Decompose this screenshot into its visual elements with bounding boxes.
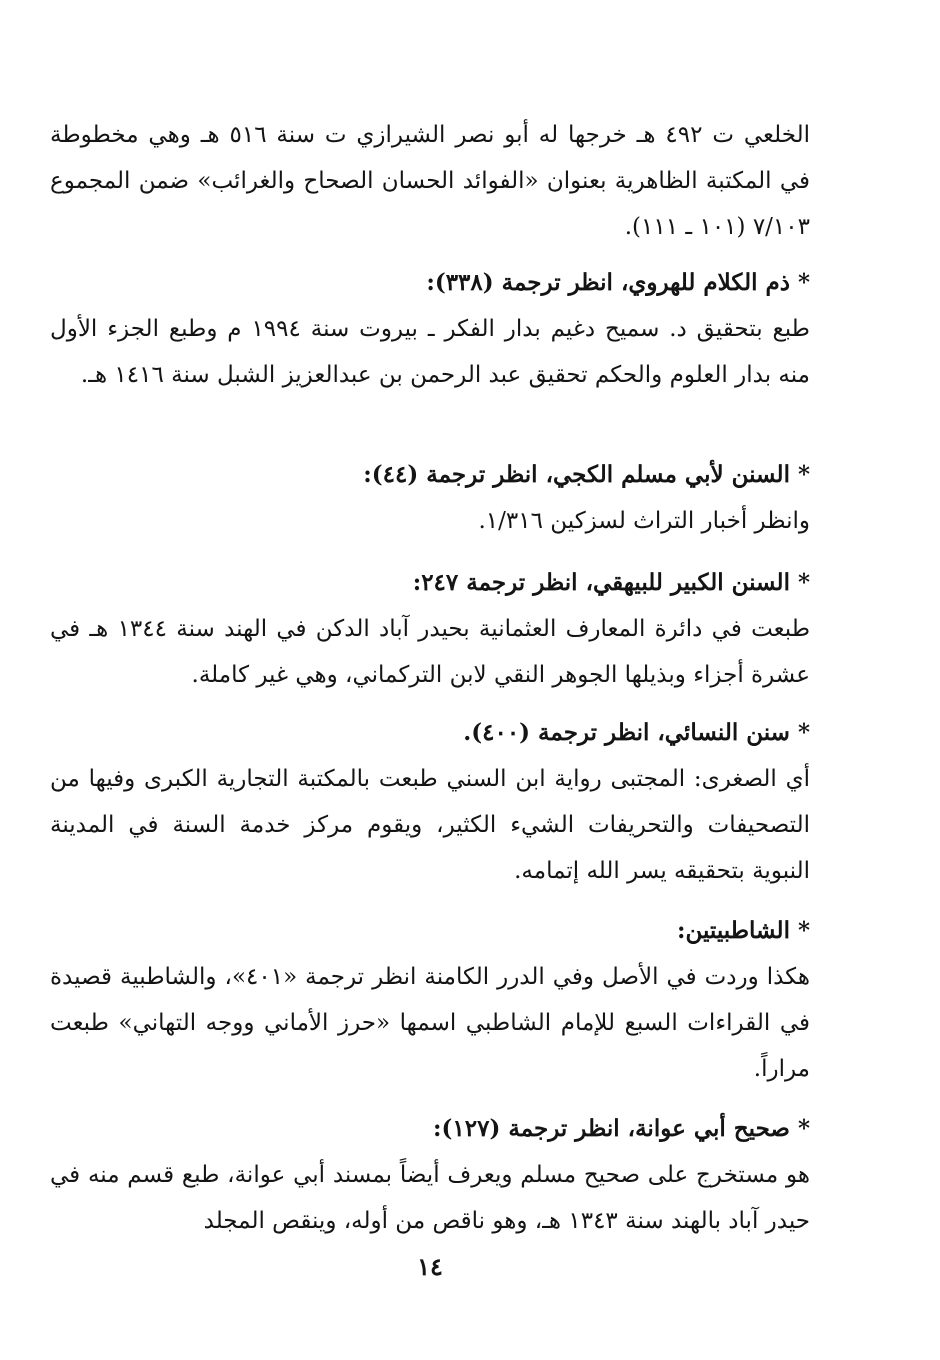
paragraph: طبع بتحقيق د. سميح دغيم بدار الفكر ـ بيروت سنة ١٩٩٤ م وطبع الجزء الأول منه بدار العلوم والحكم تحقيق عبد الرحمن بن عبدالعزيز الشبل سنة ١٤١٦ هـ. <box>50 316 810 388</box>
entry-heading: * السنن لأبي مسلم الكجي، انظر ترجمة (٤٤): <box>363 461 810 488</box>
text-block-3 <box>50 452 810 544</box>
text-block-2 <box>50 260 810 398</box>
text-block-4 <box>50 560 810 698</box>
entry-heading: * سنن النسائي، انظر ترجمة (٤٠٠). <box>463 719 810 746</box>
text-block-7 <box>50 1106 810 1244</box>
entry-heading: * صحيح أبي عوانة، انظر ترجمة (١٢٧): <box>433 1115 810 1142</box>
paragraph: هكذا وردت في الأصل وفي الدرر الكامنة انظر ترجمة «٤٠١»، والشاطبية قصيدة في القراءات السبع للإمام الشاطبي اسمها «حرز الأماني ووجه التهاني» طبعت مراراً. <box>50 964 811 1082</box>
text-block-6 <box>50 908 810 1092</box>
text-block-5 <box>50 710 810 894</box>
paragraph: أي الصغرى: المجتبى رواية ابن السني طبعت بالمكتبة التجارية الكبرى وفيها من التصحيفات والتحريفات الشيء الكثير، ويقوم مركز خدمة السنة في المدينة النبوية بتحقيقه يسر الله إتمامه. <box>50 766 810 884</box>
paragraph: وانظر أخبار التراث لسزكين ١/٣١٦. <box>478 508 810 534</box>
paragraph: طبعت في دائرة المعارف العثمانية بحيدر آباد الدكن في الهند سنة ١٣٤٤ هـ في عشرة أجزاء وبذيلها الجوهر النقي لابن التركماني، وهي غير كاملة. <box>50 616 811 688</box>
entry-heading: * ذم الكلام للهروي، انظر ترجمة (٣٣٨): <box>426 269 810 296</box>
paragraph: الخلعي ت ٤٩٢ هـ خرجها له أبو نصر الشيرازي ت سنة ٥١٦ هـ وهي مخطوطة في المكتبة الظاهرية بعنوان «الفوائد الحسان الصحاح والغرائب» ضمن المجموع ٧/١٠٣ (١٠١ ـ ١١١). <box>50 122 810 240</box>
entry-heading: * الشاطبيتين: <box>676 917 810 944</box>
page-number: ١٤ <box>417 1252 443 1281</box>
text-block-1 <box>50 112 810 250</box>
paragraph: هو مستخرج على صحيح مسلم ويعرف أيضاً بمسند أبي عوانة، طبع قسم منه في حيدر آباد بالهند سنة ١٣٤٣ هـ، وهو ناقص من أوله، وينقص المجلد <box>50 1162 810 1234</box>
document-page <box>40 0 900 1360</box>
entry-heading: * السنن الكبير للبيهقي، انظر ترجمة ٢٤٧: <box>412 569 810 596</box>
